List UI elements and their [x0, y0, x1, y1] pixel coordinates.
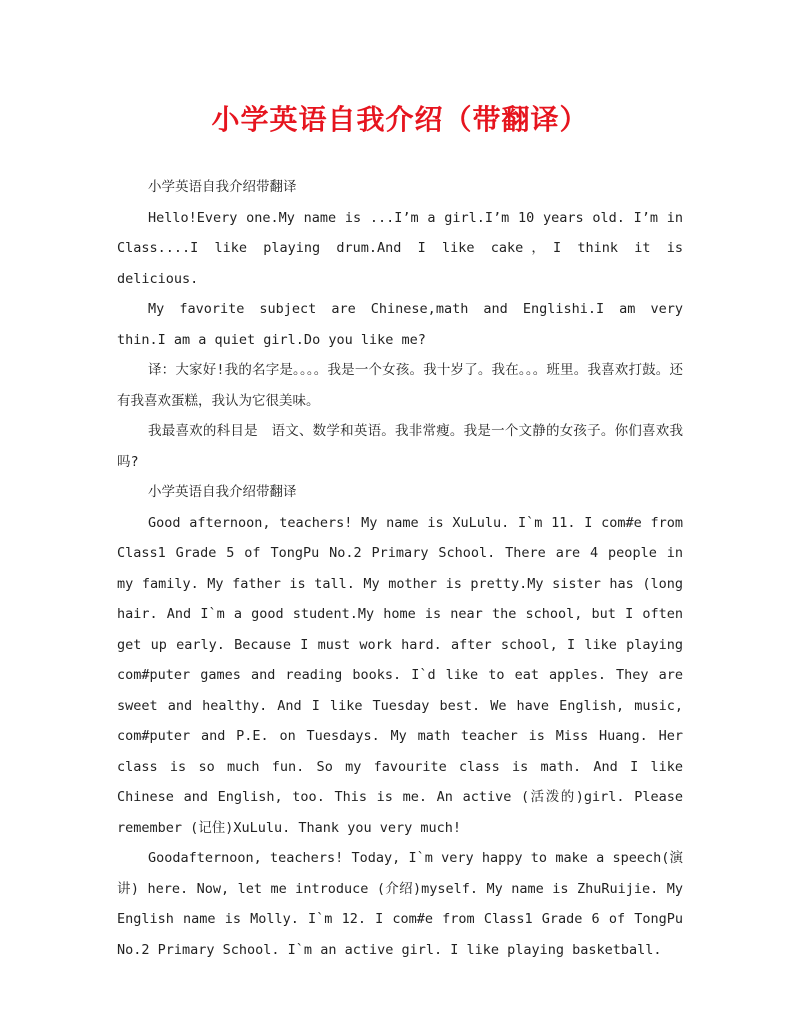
section-heading-2: 小学英语自我介绍带翻译 — [148, 484, 297, 500]
paragraph-translation-2: 我最喜欢的科目是 语文、数学和英语。我非常瘦。我是一个文静的女孩子。你们喜欢我吗? — [117, 423, 683, 470]
paragraph-xululu-speech: Good afternoon, teachers! My name is XuLulu. I`m 11. I com#e from Class1 Grade 5 of TongPu No.2 Primary School. There are 4 people in my family. My father is tall. My mother is pretty.My sister has (long hair. And I`m a good student.My home is near the school, but I often get up early. Because I must work hard. after school, I like playing com#puter games and reading books. I`d like to eat apples. They are sweet and healthy. And I like Tuesday best. We have English, music, com#puter and P.E. on Tuesdays. My math teacher is Miss Huang. Her class is so much fun. So my favourite class is math. And I like Chinese and English, too. This is me. An active (活泼的)girl. Please remember (记住)XuLulu. Thank you very much! — [117, 514, 683, 836]
document-body — [117, 172, 683, 965]
section-heading-1: 小学英语自我介绍带翻译 — [148, 179, 297, 195]
paragraph-english-intro-1: Hello!Every one.My name is ...I’m a girl.I’m 10 years old. I’m in Class....I like playing drum.And I like cake，I think it is delicious. — [117, 209, 683, 287]
paragraph-zhuruijie-speech: Goodafternoon, teachers! Today, I`m very happy to make a speech(演讲) here. Now, let me introduce (介绍)myself. My name is ZhuRuijie. My English name is Molly. I`m 12. I com#e from Class1 Grade 6 of TongPu No.2 Primary School. I`m an active girl. I like playing basketball. — [117, 850, 683, 958]
document-title: 小学英语自我介绍（带翻译） — [211, 103, 589, 136]
paragraph-english-intro-2: My favorite subject are Chinese,math and Englishi.I am very thin.I am a quiet girl.Do you like me? — [117, 301, 683, 348]
paragraph-translation-1: 译：大家好!我的名字是。。。。我是一个女孩。我十岁了。我在。。。班里。我喜欢打鼓。还有我喜欢蛋糕，我认为它很美味。 — [117, 362, 683, 409]
